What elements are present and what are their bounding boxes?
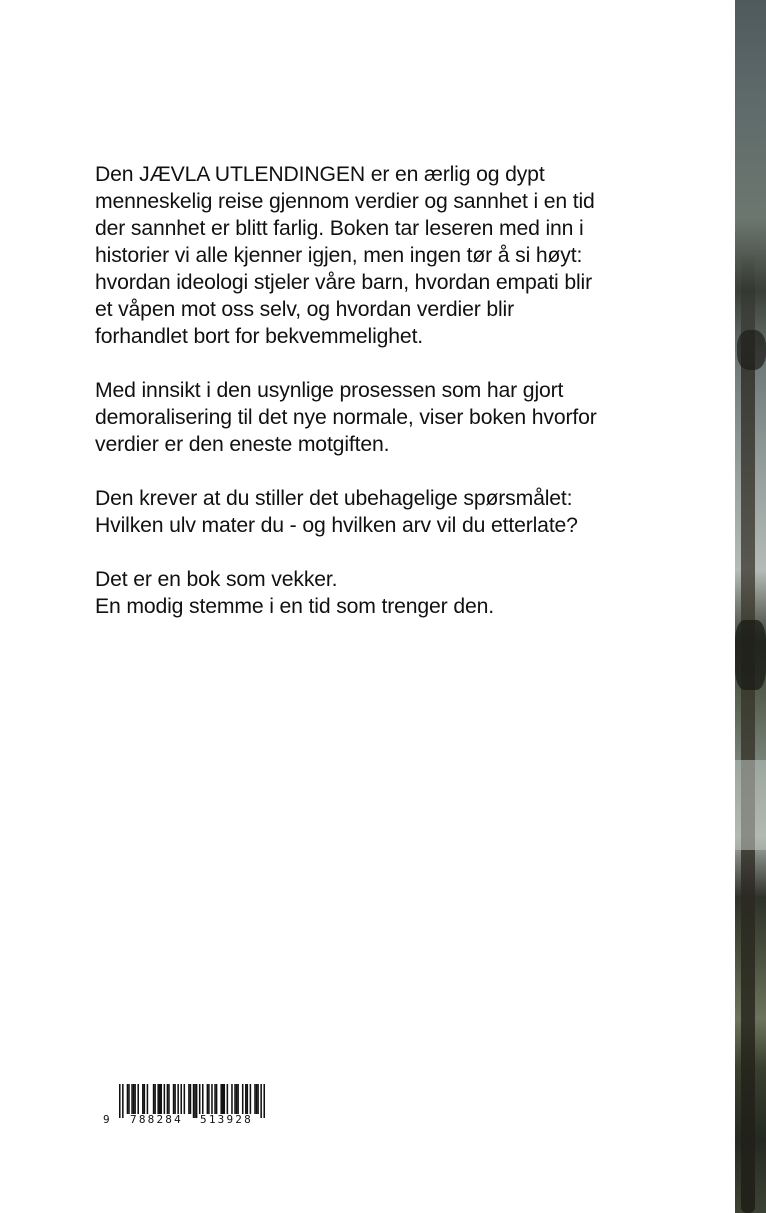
blurb-paragraph-1 [95, 161, 655, 350]
barcode-bar [159, 1084, 161, 1114]
tree-branch-shape [735, 620, 766, 690]
blurb-line: Med innsikt i den usynlige prosessen som har gjort [95, 379, 564, 402]
blurb-line: En modig stemme i en tid som trenger den. [95, 595, 494, 618]
barcode-bar [190, 1084, 192, 1114]
cover-spine-image [735, 0, 766, 1213]
barcode-bar [260, 1084, 262, 1118]
barcode-bar [134, 1084, 136, 1114]
blurb-line: Det er en bok som vekker. [95, 568, 338, 591]
barcode-bar [174, 1084, 176, 1114]
barcode-bar [199, 1084, 201, 1114]
barcode-bar [247, 1084, 249, 1114]
back-cover-blurb [95, 161, 655, 647]
barcode-bar [245, 1084, 247, 1114]
barcode-bar [137, 1084, 139, 1114]
barcode-bar [256, 1084, 258, 1114]
blurb-line: forhandlet bort for bekvemmelighet. [95, 325, 424, 348]
barcode-bar [157, 1084, 159, 1114]
tree-branch-shape [737, 330, 766, 370]
barcode-bar [254, 1084, 256, 1114]
barcode-bar [119, 1084, 121, 1118]
barcode-bar [242, 1084, 244, 1114]
blurb-paragraph-2 [95, 377, 655, 458]
barcode-bar [227, 1084, 229, 1114]
barcode-bar [167, 1084, 169, 1114]
barcode-bar [220, 1084, 222, 1114]
barcode-bar [236, 1084, 238, 1114]
barcode-bar [131, 1084, 133, 1114]
barcode-bar [202, 1084, 204, 1114]
barcode-bar [224, 1084, 226, 1114]
barcode-bar [164, 1084, 166, 1114]
barcode-bar [207, 1084, 209, 1114]
barcode-digits-group-1: 788284 [130, 1113, 183, 1126]
barcode-bar [188, 1084, 190, 1114]
barcode-bar [154, 1084, 156, 1114]
barcode-bar [128, 1084, 130, 1114]
barcode-bar [160, 1084, 162, 1114]
fog-shape [735, 760, 766, 850]
barcode-bar [214, 1084, 216, 1114]
blurb-line: Hvilken ulv mater du - og hvilken arv vil du etterlate? [95, 514, 578, 537]
blurb-line: hvordan ideologi stjeler våre barn, hvordan empati blir [95, 271, 593, 294]
barcode-bar [194, 1084, 196, 1118]
blurb-line: Den krever at du stiller det ubehagelige spørsmålet: [95, 487, 573, 510]
barcode-bar [153, 1084, 155, 1114]
barcode-bar [211, 1084, 213, 1114]
barcode-bar [231, 1084, 233, 1114]
barcode-bar [127, 1084, 129, 1114]
blurb-line: historier vi alle kjenner igjen, men ingen tør å si høyt: [95, 244, 583, 267]
barcode-bar [142, 1084, 144, 1114]
barcode-bar [250, 1084, 252, 1114]
blurb-line: Den JÆVLA UTLENDINGEN er en ærlig og dypt [95, 163, 545, 186]
blurb-paragraph-3 [95, 485, 655, 539]
barcode-digits-group-2: 513928 [200, 1113, 253, 1126]
blurb-paragraph-4 [95, 566, 655, 620]
barcode-bar [173, 1084, 175, 1114]
barcode-bar [257, 1084, 259, 1114]
isbn-barcode [103, 1084, 268, 1130]
barcode-prefix-digit: 9 [103, 1113, 110, 1126]
barcode-bar [184, 1084, 186, 1114]
barcode-bar [147, 1084, 149, 1114]
barcode-bar [237, 1084, 239, 1114]
barcode-bar [133, 1084, 135, 1114]
barcode-bar [193, 1084, 195, 1118]
barcode-bar [216, 1084, 218, 1114]
barcode-bar [263, 1084, 265, 1118]
blurb-line: verdier er den eneste motgiften. [95, 433, 390, 456]
barcode-bar [144, 1084, 146, 1114]
tree-trunk-shape [741, 250, 755, 1213]
barcode-bar [177, 1084, 179, 1114]
barcode-bar [208, 1084, 210, 1114]
blurb-line: der sannhet er blitt farlig. Boken tar leseren med inn i [95, 217, 584, 240]
blurb-line: demoralisering til det nye normale, viser boken hvorfor [95, 406, 597, 429]
barcode-bar [234, 1084, 236, 1114]
barcode-bar [222, 1084, 224, 1114]
blurb-line: et våpen mot oss selv, og hvordan verdier blir [95, 298, 515, 321]
barcode-bar [122, 1084, 124, 1118]
barcode-bar [168, 1084, 170, 1114]
barcode-bar [180, 1084, 182, 1114]
barcode-bar [196, 1084, 198, 1118]
blurb-line: menneskelig reise gjennom verdier og sannhet i en tid [95, 190, 595, 213]
